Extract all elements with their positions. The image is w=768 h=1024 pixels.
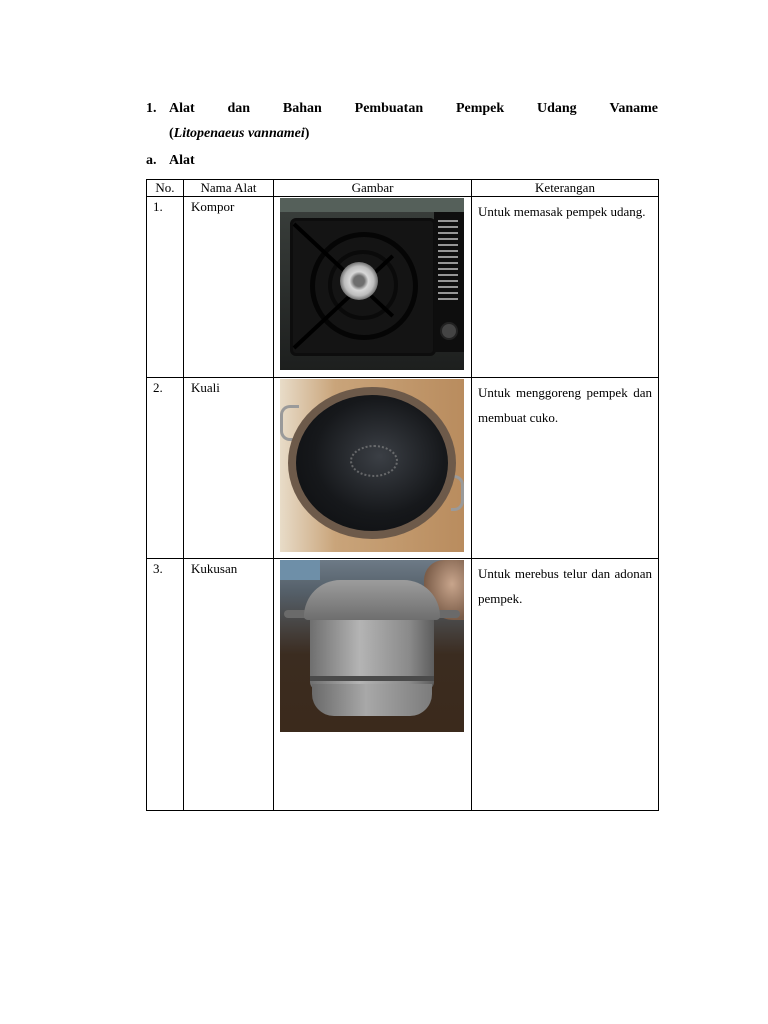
tool-description: Untuk memasak pempek udang. [472,197,659,378]
section-title-word-5: Pempek [455,101,505,116]
header-keterangan: Keterangan [472,180,659,197]
tool-image-cell [274,378,472,559]
header-gambar: Gambar [274,180,472,197]
section-title-word-2: dan [227,101,251,116]
tool-description: Untuk merebus telur dan adonan pempek. [472,559,659,811]
subsection-heading [146,153,195,169]
row-number: 2. [147,378,184,559]
tool-image-cell [274,197,472,378]
section-title-word-4: Pembuatan [354,101,424,116]
steamer-pot-photo [280,560,464,732]
section-title-word-1: 1. Alat [146,101,195,116]
section-number: 1. [146,101,157,116]
tool-description: Untuk menggoreng pempek dan membuat cuko. [472,378,659,559]
section-title-word-6: Udang [536,101,577,116]
section-heading [146,101,658,142]
subsection-number: a. [146,153,157,168]
header-no: No. [147,180,184,197]
section-title-word-3: Bahan [282,101,322,116]
gas-stove-photo [280,198,464,370]
subsection-title: Alat [169,153,195,168]
scientific-name-line: (Litopenaeus vannamei) [169,126,310,141]
tool-name: Kuali [184,378,274,559]
section-title-line [146,101,658,117]
tool-name: Kompor [184,197,274,378]
scientific-name: Litopenaeus vannamei [173,126,305,141]
row-number: 3. [147,559,184,811]
section-title-word-7: Vaname [609,101,658,116]
tool-name: Kukusan [184,559,274,811]
wok-photo [280,379,464,552]
header-nama-alat: Nama Alat [184,180,274,197]
tools-table [146,179,659,811]
table-row [147,197,659,378]
table-header-row [147,180,659,197]
tool-image-cell [274,559,472,811]
table-row [147,559,659,811]
row-number: 1. [147,197,184,378]
table-row [147,378,659,559]
